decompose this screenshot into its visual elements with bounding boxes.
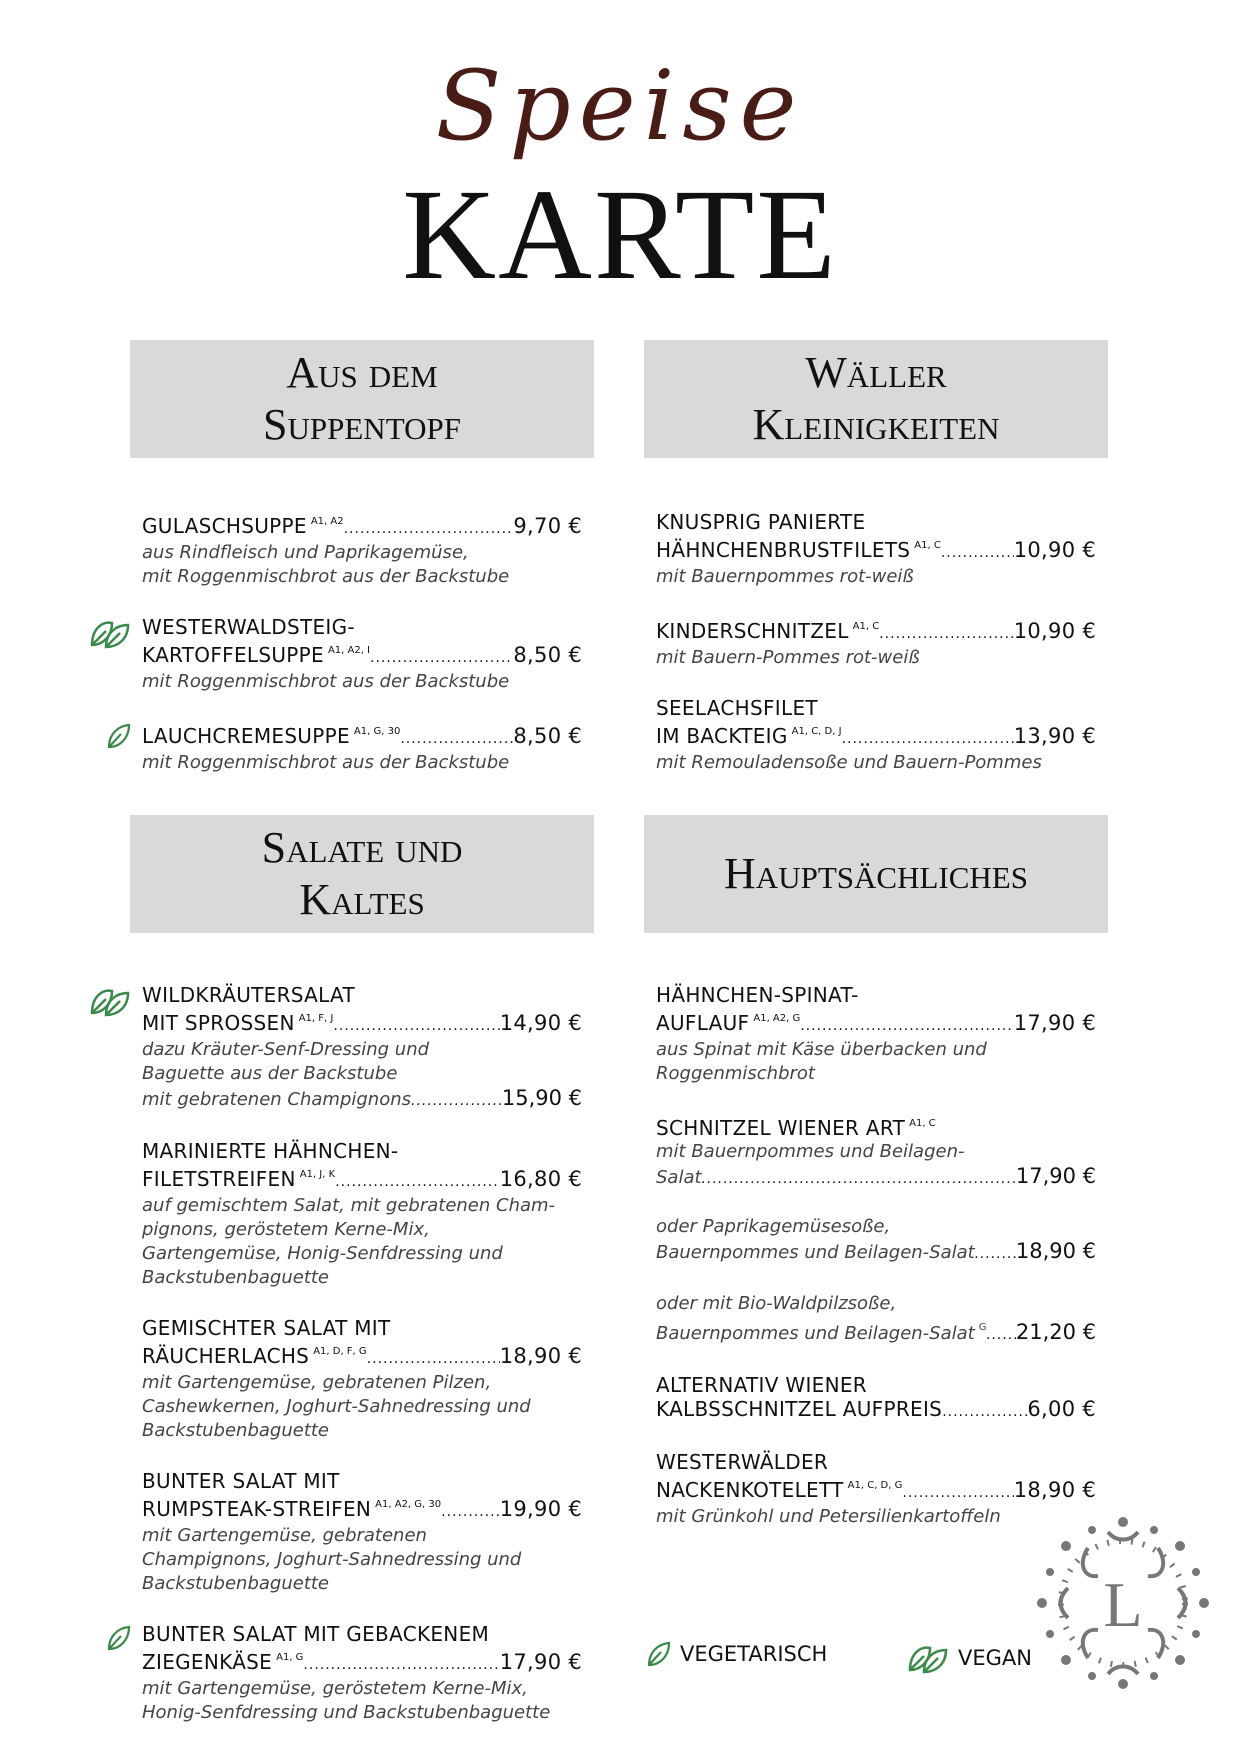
menu-item: GULASCHSUPPE $^{A1, A2}$ ..... 9,70 € aus Rindfleisch und Paprikagemüse, mit Roggenmischbrot aus der Backstube: [142, 510, 582, 589]
svg-text:L: L: [1103, 1569, 1143, 1640]
title-script: Speise: [435, 50, 805, 162]
legend-vegetarian: VEGETARISCH: [646, 1640, 827, 1668]
header-hauptsaechliches: Hauptsächliches: [644, 815, 1108, 933]
menu-item: WESTERWALDSTEIG- KARTOFFELSUPPE $^{A1, A2, I}$ ..... 8,50 € mit Roggenmischbrot aus der Backstube: [142, 615, 582, 694]
menu-item: GEMISCHTER SALAT MIT RÄUCHERLACHS $^{A1, D, F, G}$ ..... 18,90 € mit Gartengemüse, gebratenen Pilzen, Cashewkernen, Joghurt-Sahnedressing und Backstubenbaguette: [142, 1316, 582, 1443]
section-salate: [142, 983, 582, 1751]
vegetarian-icon: [106, 722, 132, 750]
vegan-icon: [88, 615, 132, 651]
vegan-icon: [906, 1640, 950, 1676]
header-kleinigkeiten: Wäller Kleinigkeiten: [644, 340, 1108, 458]
restaurant-logo: [1028, 1508, 1218, 1698]
vegetarian-icon: [646, 1640, 672, 1668]
menu-item: WILDKRÄUTERSALAT MIT SPROSSEN $^{A1, F, J}$ ..... 14,90 € dazu Kräuter-Senf-Dressing und Baguette aus der Backstube mit gebratenen Champignons ..... 15,90 €: [142, 983, 582, 1113]
menu-item: MARINIERTE HÄHNCHEN- FILETSTREIFEN $^{A1, J, K}$ ..... 16,80 € auf gemischtem Salat, mit gebratenen Cham- pignons, geröstetem Kerne-Mix, Gartengemüse, Honig-Senfdressing und Backstubenbaguette: [142, 1139, 582, 1290]
menu-item: KINDERSCHNITZEL $^{A1, C}$ ..... 10,90 € mit Bauern-Pommes rot-weiß: [656, 615, 1096, 670]
vegan-icon: [88, 983, 132, 1019]
menu-item: SCHNITZEL WIENER ART $^{A1, C}$ mit Bauernpommes und Beilagen- Salat ..... 17,90 €: [656, 1112, 1096, 1191]
title-main: KARTE: [402, 163, 838, 307]
menu-item: HÄHNCHEN-SPINAT- AUFLAUF $^{A1, A2, G}$ ..... 17,90 € aus Spinat mit Käse überbacken und Roggenmischbrot: [656, 983, 1096, 1086]
header-suppen: Aus dem Suppentopf: [130, 340, 594, 458]
menu-item: WESTERWÄLDER NACKENKOTELETT $^{A1, C, D, G}$ ..... 18,90 € mit Grünkohl und Petersilienkartoffeln: [656, 1450, 1096, 1529]
section-kleinigkeiten: [656, 510, 1096, 801]
header-salate: Salate und Kaltes: [130, 815, 594, 933]
menu-item: oder Paprikagemüsesoße, Bauernpommes und Beilagen-Salat ..... 18,90 €: [656, 1215, 1096, 1266]
menu-item: KNUSPRIG PANIERTE HÄHNCHENBRUSTFILETS $^{A1, C}$ ..... 10,90 € mit Bauernpommes rot-weiß: [656, 510, 1096, 589]
vegetarian-icon: [106, 1624, 132, 1652]
menu-item: BUNTER SALAT MIT RUMPSTEAK-STREIFEN $^{A1, A2, G, 30}$ ..... 19,90 € mit Gartengemüse, gebratenen Champignons, Joghurt-Sahnedressing und Backstubenbaguette: [142, 1469, 582, 1596]
menu-item: LAUCHCREMESUPPE $^{A1, G, 30}$ ..... 8,50 € mit Roggenmischbrot aus der Backstube: [142, 720, 582, 775]
menu-item: BUNTER SALAT MIT GEBACKENEM ZIEGENKÄSE $^{A1, G}$ ..... 17,90 € mit Gartengemüse, geröstetem Kerne-Mix, Honig-Senfdressing und Backstubenbaguette: [142, 1622, 582, 1725]
menu-item: oder mit Bio-Waldpilzsoße, Bauernpommes und Beilagen-Salat $^G$ ..... 21,20 €: [656, 1292, 1096, 1347]
section-suppen: [142, 510, 582, 801]
section-hauptsaechliches: [656, 983, 1096, 1555]
menu-item: SEELACHSFILET IM BACKTEIG $^{A1, C, D, J}$ ..... 13,90 € mit Remouladensoße und Bauern-Pommes: [656, 696, 1096, 775]
menu-item: ALTERNATIV WIENER KALBSSCHNITZEL AUFPREIS ..... 6,00 €: [656, 1373, 1096, 1424]
legend-vegan: VEGAN: [906, 1640, 1032, 1676]
